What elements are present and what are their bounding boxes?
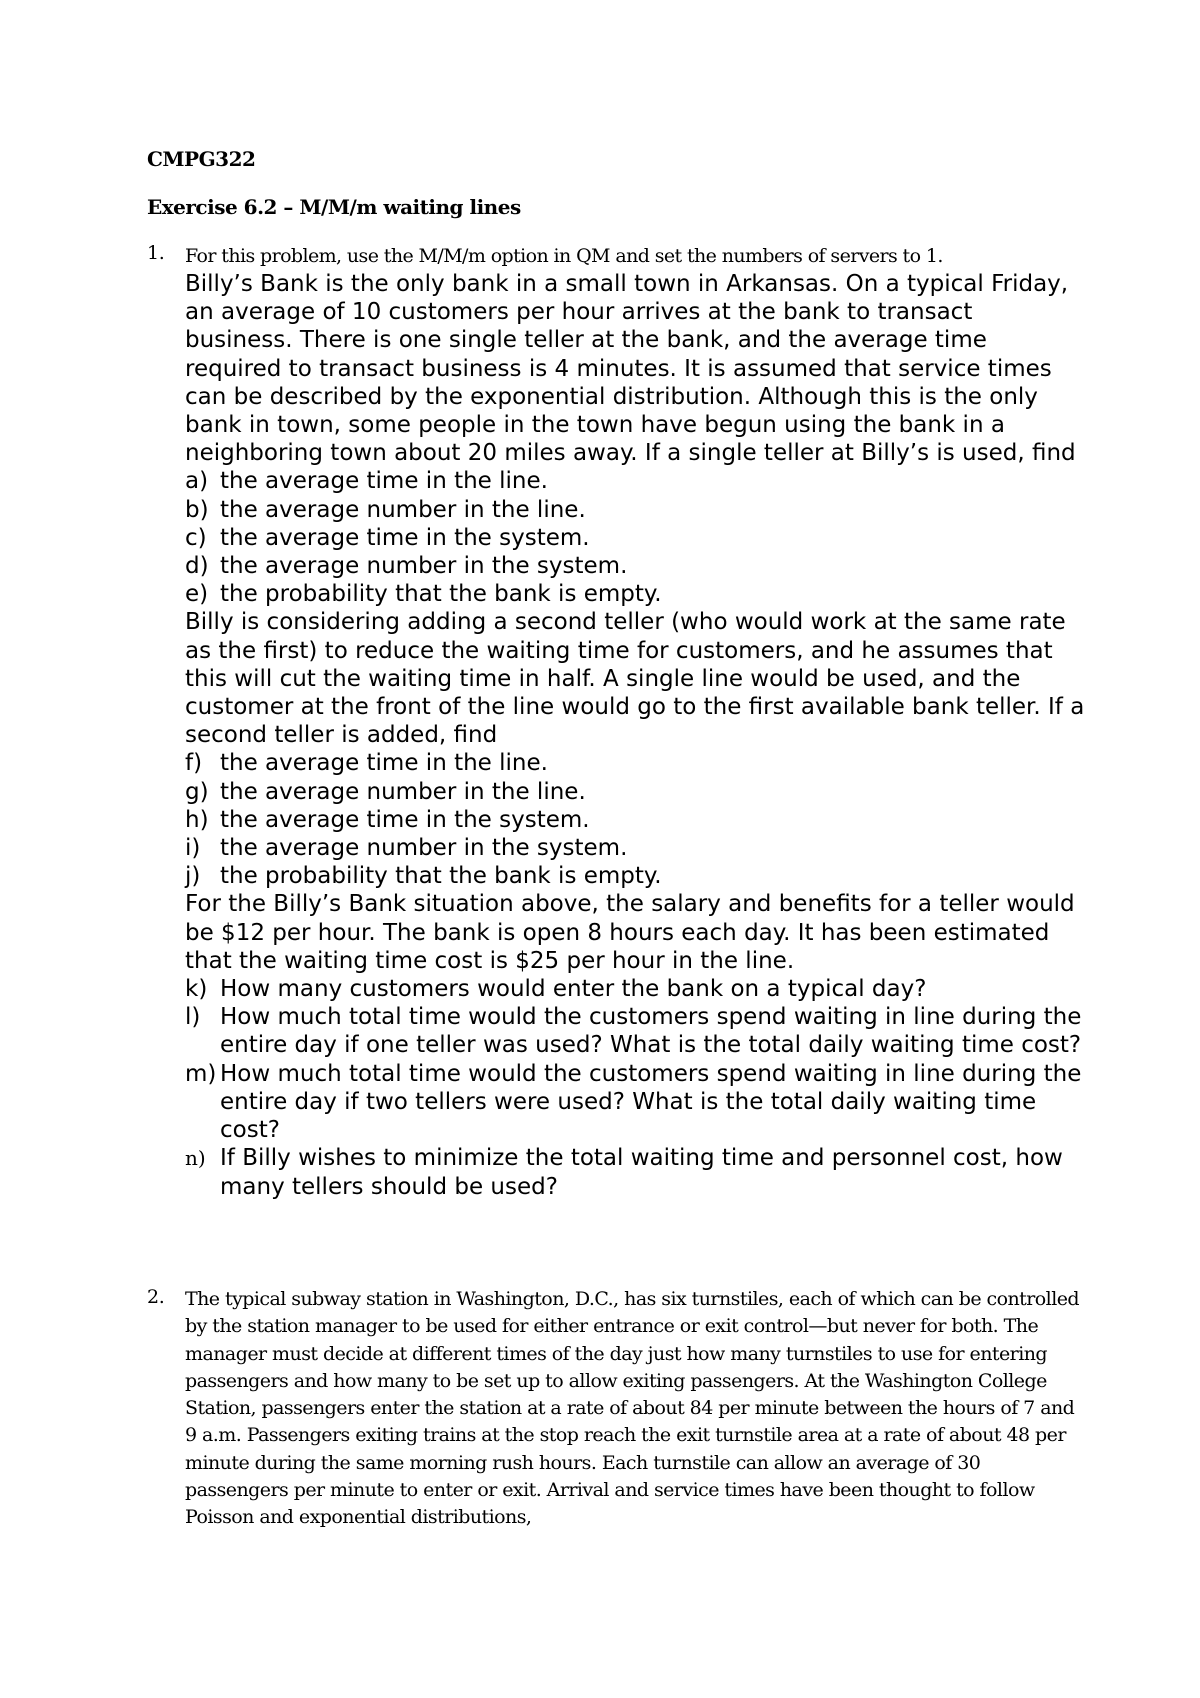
list-item: [185, 524, 1087, 552]
item-label: g): [185, 778, 209, 805]
list-item: [185, 552, 1087, 580]
item-text: How much total time would the customers spend waiting in line during the entire day if one teller was used? What is the total daily waiting time cost?: [220, 1004, 1082, 1059]
item-label: c): [185, 524, 207, 551]
question-1-intro: For this problem, use the M/M/m option in QM and set the numbers of servers to 1.: [185, 245, 943, 267]
parts-two-tellers: [185, 749, 1087, 890]
parts-cost: [185, 975, 1087, 1201]
parts-single-teller: [185, 467, 1087, 608]
course-code: CMPG322: [147, 147, 256, 171]
item-label: d): [185, 553, 209, 580]
exercise-title: Exercise 6.2 – M/M/m waiting lines: [147, 195, 521, 219]
question-1-scenario: Billy’s Bank is the only bank in a small town in Arkansas. On a typical Friday, an average of 10 customers per hour arrives at the bank to transact business. There is one single teller at the bank, and the average time required to transact business is 4 minutes. It is assumed that service times can be described by the exponential distribution. Although this is the only bank in town, some people in the town have begun using the bank in a neighboring town about 20 miles away. If a single teller at Billy’s is used, find: [185, 271, 1076, 467]
list-item: [185, 1003, 1087, 1059]
item-text: the average time in the line.: [220, 750, 548, 777]
item-text: the average time in the system.: [220, 806, 590, 833]
list-item: [185, 834, 1087, 862]
item-label: k): [185, 976, 208, 1003]
list-item: [185, 580, 1087, 608]
item-text: If Billy wishes to minimize the total waiting time and personnel cost, how many tellers should be used?: [220, 1145, 1063, 1200]
item-text: How much total time would the customers spend waiting in line during the entire day if two tellers were used? What is the total daily waiting time cost?: [220, 1060, 1082, 1144]
list-item: [185, 975, 1087, 1003]
item-text: the probability that the bank is empty.: [220, 581, 662, 608]
item-label: h): [185, 806, 209, 833]
question-2-text: The typical subway station in Washington, D.C., has six turnstiles, each of which can be controlled by the station manager to be used for either entrance or exit control—but never for both. The manager must decide at different times of the day just how many turnstiles to use for entering passengers and how many to be set up to allow exiting passengers. At the Washington College Station, passengers enter the station at a rate of about 84 per minute between the hours of 7 and 9 a.m. Passengers exiting trains at the stop reach the exit turnstile area at a rate of about 48 per minute during the same morning rush hours. Each turnstile can allow an average of 30 passengers per minute to enter or exit. Arrival and service times have been thought to follow Poisson and exponential distributions,: [185, 1288, 1080, 1529]
item-text: the average time in the line.: [220, 468, 548, 495]
item-label: e): [185, 581, 209, 608]
question-2: [147, 1286, 1087, 1532]
item-label: i): [185, 835, 201, 862]
item-text: the average number in the line.: [220, 496, 586, 523]
item-text: the average number in the system.: [220, 835, 628, 862]
list-item: [185, 1060, 1087, 1145]
list-item: [185, 778, 1087, 806]
question-1: [147, 242, 1087, 1201]
item-label: l): [185, 1004, 201, 1031]
item-label: f): [185, 750, 203, 777]
item-text: How many customers would enter the bank on a typical day?: [220, 976, 927, 1003]
list-item: [185, 749, 1087, 777]
item-label: m): [185, 1060, 217, 1087]
question-2-number: 2.: [147, 1286, 165, 1308]
list-item: [185, 862, 1087, 890]
item-label: b): [185, 496, 209, 523]
cost-scenario: For the Billy’s Bank situation above, the salary and benefits for a teller would be $12 per hour. The bank is open 8 hours each day. It has been estimated that the waiting time cost is $25 per hour in the line.: [185, 891, 1075, 974]
list-item: [185, 467, 1087, 495]
item-text: the average number in the system.: [220, 553, 628, 580]
second-teller-scenario: Billy is considering adding a second teller (who would work at the same rate as the first) to reduce the waiting time for customers, and he assumes that this will cut the waiting time in half. A single line would be used, and the customer at the front of the line would go to the first available bank teller. If a second teller is added, find: [185, 609, 1085, 749]
question-1-number: 1.: [147, 242, 165, 264]
item-text: the average time in the system.: [220, 524, 590, 551]
list-item: [185, 496, 1087, 524]
item-label: a): [185, 468, 209, 495]
item-text: the probability that the bank is empty.: [220, 863, 662, 890]
item-label: n): [185, 1146, 206, 1171]
list-item: [185, 806, 1087, 834]
list-item: [185, 1144, 1087, 1200]
item-label: j): [185, 863, 201, 890]
item-text: the average number in the line.: [220, 778, 586, 805]
